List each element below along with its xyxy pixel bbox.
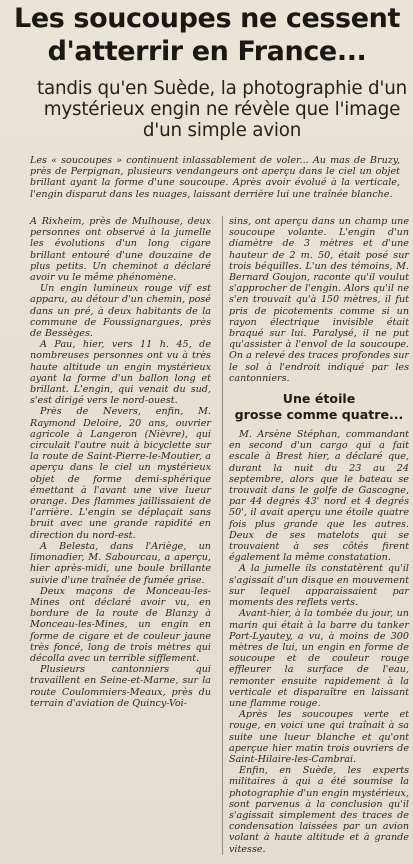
- lede-paragraph: Les « soucoupes » continuent inlassablement de voler... Au mas de Bruzy, près de Perpignan, plusieurs vendangeurs ont aperçu dans le ciel un objet brillant ayant la forme d'une soucoupe. Après avoir évolué à la verticale, l'engin disparut dans les nuages, laissant derrière lui une traînée blanche.: [30, 155, 400, 200]
- paragraph-rixheim: A Rixheim, près de Mulhouse, deux personnes ont observé à la jumelle les évolutions d'un long cigare brillant entouré d'une douzaine de plus petits. Un cheminot a déclaré avoir vu le même phénomène.: [30, 216, 211, 284]
- paragraph-port-lyautey: Avant-hier, à la tombée du jour, un marin qui était à la barre du tanker Port-Lyautey, a vu, à moins de 300 mètres de lui, un engin en forme de soucoupe et de couleur rouge effleurer la surface de l'eau, remonter ensuite rapidement à la verticale et disparaître en laissant une flamme rouge.: [229, 608, 409, 709]
- paragraph-suede: Enfin, en Suède, les experts militaires à qui a été soumise la photographie d'un engin mystérieux, sont parvenus à la conclusion qu'il s'agissait simplement des traces de condensation laissées par un avion volant à haute altitude et à grande vitesse.: [229, 765, 409, 855]
- section-subheading-line2: grosse comme quatre...: [234, 407, 404, 423]
- paragraph-monceau: Deux maçons de Monceau-les-Mines ont déclaré avoir vu, en bordure de la route de Blanzy à Monceau-les-Mines, un engin en forme de cigare et de couleur jaune très foncé, long de trois mètres qui décolla avec un terrible sifflement.: [30, 585, 211, 664]
- article-column-left: [30, 216, 211, 709]
- subheadline: tandis qu'en Suède, la photographie d'un mystérieux engin ne révèle que l'image d'un simple avion: [36, 78, 408, 141]
- paragraph-saint-hilaire: Après les soucoupes verte et rouge, en voici une qui traînait à sa suite une lueur blanche et qu'ont aperçue hier matin trois ouvriers de Saint-Hilaire-les-Cambrai.: [229, 709, 409, 765]
- paragraph-stephan: M. Arsène Stéphan, commandant en second d'un cargo qui a fait escale à Brest hier, a déclaré que, durant la nuit du 23 au 24 septembre, alors que le bateau se trouvait dans le golfe de Gascogne, par 44 degrés 43' nord et 4 degrés 50', il avait aperçu une étoile quatre fois plus grande que les autres. Deux de ses matelots qui se trouvaient à ses côtés firent également la même constatation.: [229, 429, 409, 564]
- paragraph-belesta: A Belesta, dans l'Ariège, un limonadier, M. Sabourcau, a aperçu, hier après-midi, une boule brillante suivie d'une traînée de fumée grise.: [30, 540, 211, 586]
- paragraph-jumelle: A la jumelle ils constatèrent qu'il s'agissait d'un disque en mouvement sur lequel apparaissaient par moments des reflets verts.: [229, 563, 409, 609]
- paragraph-pau: A Pau, hier, vers 11 h. 45, de nombreuses personnes ont vu à très haute altitude un engin mystérieux ayant la forme d'un ballon long et brillant. L'engin, qui venait du sud, s'est dirigé vers le nord-ouest.: [30, 339, 211, 407]
- paragraph-quincy-voisins: sins, ont aperçu dans un champ une soucoupe volante. L'engin d'un diamètre de 3 mètres et d'une hauteur de 2 m. 50, était posé sur trois béquilles. L'un des témoins, M. Bernard Goujon, raconte qu'il voulut s'approcher de l'engin. Alors qu'il ne s'en trouvait qu'à 150 mètres, il fut pris de picotements comme si un rayon électrique invisible était braqué sur lui. Paralysé, il ne put qu'assister à l'envol de la soucoupe. On a relevé des traces profondes sur le sol à l'endroit indiqué par les cantonniers.: [229, 216, 409, 384]
- section-subheading-line1: Une étoile: [282, 391, 356, 407]
- paragraph-nevers: Près de Nevers, enfin, M. Raymond Deloire, 20 ans, ouvrier agricole à Langeron (Nièvre), qui circulait l'autre nuit à bicyclette sur la route de Saint-Pierre-le-Moutier, a aperçu dans le ciel un mystérieux objet de forme demi-sphérique émettant à l'avant une vive lueur orange. Des flammes jaillissaient de l'arrière. L'engin se déplaçait sans bruit avec une grande rapidité en direction du nord-est.: [30, 406, 211, 541]
- paragraph-foussignargues: Un engin lumineux rouge vif est apparu, au détour d'un chemin, posé dans un pré, à deux habitants de la commune de Foussignargues, près de Bessèges.: [30, 283, 211, 340]
- paragraph-seine-et-marne: Plusieurs cantonniers qui travaillent en Seine-et-Marne, sur la route Coulommiers-Meaux, près du terrain d'aviation de Quincy-Voi-: [30, 664, 211, 709]
- article-column-right: [222, 216, 409, 855]
- headline: Les soucoupes ne cessent d'atterrir en France...: [14, 3, 400, 67]
- section-subheading: [229, 391, 409, 423]
